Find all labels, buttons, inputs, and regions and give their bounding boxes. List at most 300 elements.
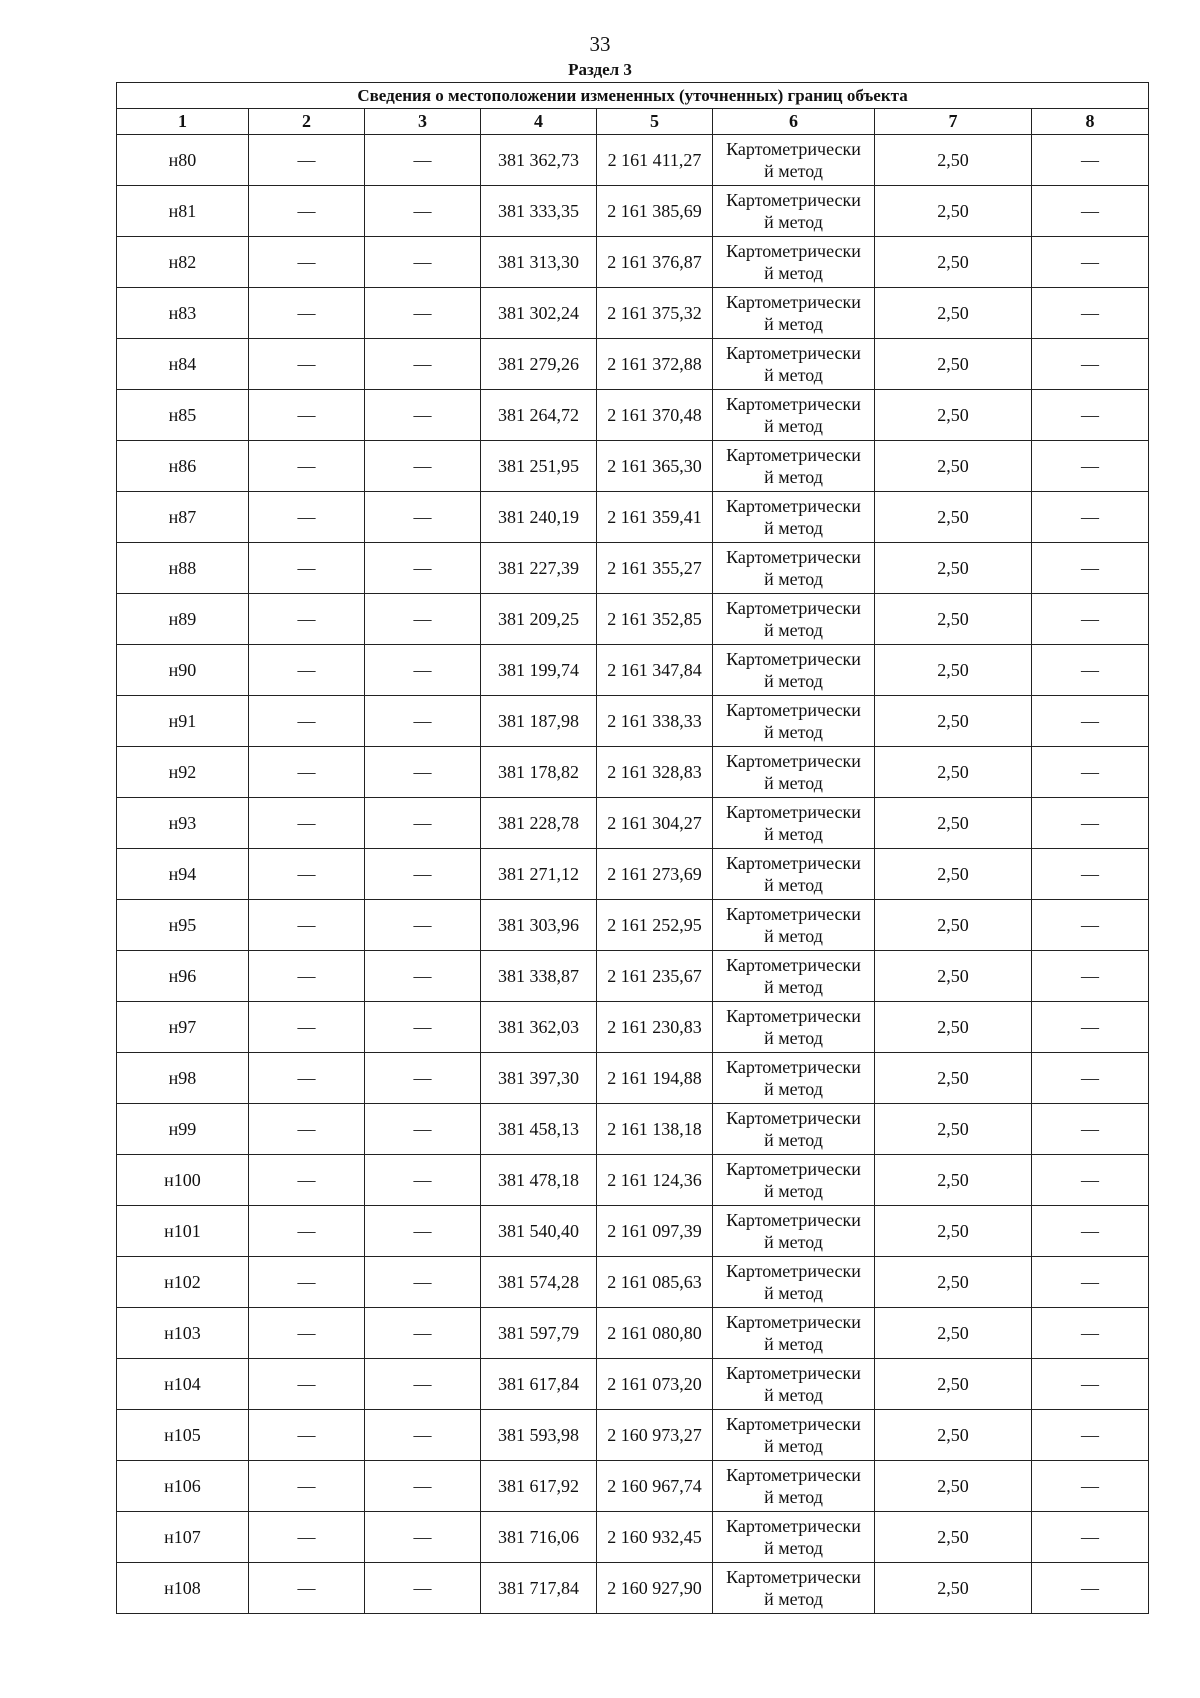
point-cell: н81 — [117, 186, 249, 237]
column-8-cell: — — [1032, 135, 1149, 186]
method-cell — [713, 1461, 875, 1512]
x-coordinate-cell: 381 227,39 — [481, 543, 597, 594]
table-row — [117, 1461, 1149, 1512]
x-coordinate-cell: 381 478,18 — [481, 1155, 597, 1206]
point-cell: н88 — [117, 543, 249, 594]
method-text-line-1: Картометрически — [726, 598, 861, 618]
accuracy-cell: 2,50 — [875, 1410, 1032, 1461]
accuracy-cell: 2,50 — [875, 288, 1032, 339]
x-coordinate-cell: 381 302,24 — [481, 288, 597, 339]
column-2-cell: — — [249, 492, 365, 543]
column-3-cell: — — [365, 1257, 481, 1308]
x-coordinate-cell: 381 228,78 — [481, 798, 597, 849]
method-text-line-1: Картометрически — [726, 1567, 861, 1587]
point-cell: н92 — [117, 747, 249, 798]
column-2-cell: — — [249, 1461, 365, 1512]
method-text-line-2: й метод — [764, 671, 823, 691]
table-row — [117, 1410, 1149, 1461]
method-text-line-2: й метод — [764, 1079, 823, 1099]
boundary-coordinates-table — [116, 82, 1149, 1614]
y-coordinate-cell: 2 161 085,63 — [597, 1257, 713, 1308]
y-coordinate-cell: 2 161 359,41 — [597, 492, 713, 543]
y-coordinate-cell: 2 161 194,88 — [597, 1053, 713, 1104]
y-coordinate-cell: 2 161 138,18 — [597, 1104, 713, 1155]
column-2-cell: — — [249, 543, 365, 594]
method-text-line-2: й метод — [764, 722, 823, 742]
column-3-cell: — — [365, 390, 481, 441]
x-coordinate-cell: 381 458,13 — [481, 1104, 597, 1155]
accuracy-cell: 2,50 — [875, 696, 1032, 747]
table-row — [117, 1308, 1149, 1359]
column-2-cell: — — [249, 1359, 365, 1410]
method-text-line-1: Картометрически — [726, 1312, 861, 1332]
method-text-line-1: Картометрически — [726, 445, 861, 465]
column-2-cell: — — [249, 1410, 365, 1461]
point-cell: н94 — [117, 849, 249, 900]
point-cell: н103 — [117, 1308, 249, 1359]
column-8-cell: — — [1032, 798, 1149, 849]
method-text-line-1: Картометрически — [726, 1159, 861, 1179]
column-2-cell: — — [249, 390, 365, 441]
point-cell: н98 — [117, 1053, 249, 1104]
table-row — [117, 696, 1149, 747]
point-cell: н90 — [117, 645, 249, 696]
method-text-line-1: Картометрически — [726, 955, 861, 975]
accuracy-cell: 2,50 — [875, 951, 1032, 1002]
accuracy-cell: 2,50 — [875, 1104, 1032, 1155]
method-text-line-2: й метод — [764, 161, 823, 181]
x-coordinate-cell: 381 574,28 — [481, 1257, 597, 1308]
accuracy-cell: 2,50 — [875, 1002, 1032, 1053]
column-8-cell: — — [1032, 594, 1149, 645]
column-2-cell: — — [249, 1104, 365, 1155]
accuracy-cell: 2,50 — [875, 1359, 1032, 1410]
section-title: Раздел 3 — [568, 60, 632, 79]
y-coordinate-cell: 2 161 376,87 — [597, 237, 713, 288]
y-coordinate-cell: 2 160 973,27 — [597, 1410, 713, 1461]
y-coordinate-cell: 2 161 375,32 — [597, 288, 713, 339]
method-text-line-1: Картометрически — [726, 853, 861, 873]
column-2-cell: — — [249, 1257, 365, 1308]
point-cell: н102 — [117, 1257, 249, 1308]
column-2-cell: — — [249, 798, 365, 849]
method-cell — [713, 237, 875, 288]
table-row — [117, 1359, 1149, 1410]
accuracy-cell: 2,50 — [875, 237, 1032, 288]
table-row — [117, 543, 1149, 594]
method-cell — [713, 1359, 875, 1410]
table-row — [117, 1002, 1149, 1053]
column-3-cell: — — [365, 594, 481, 645]
x-coordinate-cell: 381 716,06 — [481, 1512, 597, 1563]
column-number: 7 — [875, 109, 1032, 135]
x-coordinate-cell: 381 362,73 — [481, 135, 597, 186]
table-row — [117, 1155, 1149, 1206]
accuracy-cell: 2,50 — [875, 1512, 1032, 1563]
table-row — [117, 900, 1149, 951]
accuracy-cell: 2,50 — [875, 1308, 1032, 1359]
column-3-cell: — — [365, 849, 481, 900]
column-8-cell: — — [1032, 1155, 1149, 1206]
method-text-line-2: й метод — [764, 1181, 823, 1201]
column-2-cell: — — [249, 696, 365, 747]
y-coordinate-cell: 2 161 347,84 — [597, 645, 713, 696]
method-text-line-2: й метод — [764, 1232, 823, 1252]
column-8-cell: — — [1032, 339, 1149, 390]
x-coordinate-cell: 381 271,12 — [481, 849, 597, 900]
accuracy-cell: 2,50 — [875, 441, 1032, 492]
table-row — [117, 390, 1149, 441]
column-3-cell: — — [365, 900, 481, 951]
column-2-cell: — — [249, 1563, 365, 1614]
x-coordinate-cell: 381 264,72 — [481, 390, 597, 441]
column-2-cell: — — [249, 1155, 365, 1206]
column-2-cell: — — [249, 1308, 365, 1359]
column-3-cell: — — [365, 1053, 481, 1104]
column-8-cell: — — [1032, 492, 1149, 543]
column-3-cell: — — [365, 1002, 481, 1053]
accuracy-cell: 2,50 — [875, 798, 1032, 849]
column-3-cell: — — [365, 339, 481, 390]
y-coordinate-cell: 2 161 370,48 — [597, 390, 713, 441]
column-3-cell: — — [365, 1308, 481, 1359]
column-2-cell: — — [249, 135, 365, 186]
column-8-cell: — — [1032, 1104, 1149, 1155]
y-coordinate-cell: 2 161 372,88 — [597, 339, 713, 390]
accuracy-cell: 2,50 — [875, 1155, 1032, 1206]
column-8-cell: — — [1032, 1002, 1149, 1053]
column-8-cell: — — [1032, 1461, 1149, 1512]
column-3-cell: — — [365, 1410, 481, 1461]
accuracy-cell: 2,50 — [875, 849, 1032, 900]
column-8-cell: — — [1032, 951, 1149, 1002]
column-number-row — [117, 109, 1149, 135]
accuracy-cell: 2,50 — [875, 594, 1032, 645]
column-3-cell: — — [365, 135, 481, 186]
column-2-cell: — — [249, 1206, 365, 1257]
x-coordinate-cell: 381 617,84 — [481, 1359, 597, 1410]
method-text-line-1: Картометрически — [726, 496, 861, 516]
x-coordinate-cell: 381 338,87 — [481, 951, 597, 1002]
accuracy-cell: 2,50 — [875, 390, 1032, 441]
column-8-cell: — — [1032, 1512, 1149, 1563]
point-cell: н91 — [117, 696, 249, 747]
column-3-cell: — — [365, 288, 481, 339]
method-cell — [713, 1257, 875, 1308]
point-cell: н108 — [117, 1563, 249, 1614]
point-cell: н106 — [117, 1461, 249, 1512]
column-8-cell: — — [1032, 747, 1149, 798]
point-cell: н100 — [117, 1155, 249, 1206]
method-text-line-2: й метод — [764, 1487, 823, 1507]
column-8-cell: — — [1032, 900, 1149, 951]
accuracy-cell: 2,50 — [875, 1053, 1032, 1104]
method-cell — [713, 849, 875, 900]
column-number: 2 — [249, 109, 365, 135]
method-text-line-2: й метод — [764, 773, 823, 793]
column-number: 8 — [1032, 109, 1149, 135]
method-cell — [713, 900, 875, 951]
column-2-cell: — — [249, 594, 365, 645]
method-text-line-1: Картометрически — [726, 649, 861, 669]
column-8-cell: — — [1032, 543, 1149, 594]
column-8-cell: — — [1032, 1053, 1149, 1104]
method-text-line-2: й метод — [764, 620, 823, 640]
method-text-line-1: Картометрически — [726, 394, 861, 414]
y-coordinate-cell: 2 161 385,69 — [597, 186, 713, 237]
x-coordinate-cell: 381 617,92 — [481, 1461, 597, 1512]
method-text-line-2: й метод — [764, 1130, 823, 1150]
method-text-line-1: Картометрически — [726, 241, 861, 261]
x-coordinate-cell: 381 717,84 — [481, 1563, 597, 1614]
point-cell: н84 — [117, 339, 249, 390]
column-8-cell: — — [1032, 441, 1149, 492]
y-coordinate-cell: 2 161 073,20 — [597, 1359, 713, 1410]
point-cell: н89 — [117, 594, 249, 645]
column-2-cell: — — [249, 747, 365, 798]
point-cell: н105 — [117, 1410, 249, 1461]
column-8-cell: — — [1032, 1206, 1149, 1257]
table-row — [117, 798, 1149, 849]
method-cell — [713, 543, 875, 594]
method-cell — [713, 1155, 875, 1206]
method-cell — [713, 339, 875, 390]
x-coordinate-cell: 381 251,95 — [481, 441, 597, 492]
method-text-line-2: й метод — [764, 1028, 823, 1048]
table-row — [117, 135, 1149, 186]
method-text-line-1: Картометрически — [726, 700, 861, 720]
point-cell: н86 — [117, 441, 249, 492]
column-2-cell: — — [249, 900, 365, 951]
method-text-line-2: й метод — [764, 314, 823, 334]
table-row — [117, 1512, 1149, 1563]
method-text-line-2: й метод — [764, 1385, 823, 1405]
table-row — [117, 492, 1149, 543]
point-cell: н101 — [117, 1206, 249, 1257]
column-8-cell: — — [1032, 1563, 1149, 1614]
table-row — [117, 1563, 1149, 1614]
column-number: 6 — [713, 109, 875, 135]
method-cell — [713, 1512, 875, 1563]
column-3-cell: — — [365, 1104, 481, 1155]
page-number: 33 — [589, 32, 611, 56]
y-coordinate-cell: 2 161 352,85 — [597, 594, 713, 645]
x-coordinate-cell: 381 397,30 — [481, 1053, 597, 1104]
method-text-line-2: й метод — [764, 875, 823, 895]
method-text-line-1: Картометрически — [726, 547, 861, 567]
column-8-cell: — — [1032, 390, 1149, 441]
x-coordinate-cell: 381 240,19 — [481, 492, 597, 543]
method-cell — [713, 1410, 875, 1461]
method-text-line-2: й метод — [764, 977, 823, 997]
y-coordinate-cell: 2 161 235,67 — [597, 951, 713, 1002]
point-cell: н82 — [117, 237, 249, 288]
column-8-cell: — — [1032, 186, 1149, 237]
column-2-cell: — — [249, 1512, 365, 1563]
column-8-cell: — — [1032, 1257, 1149, 1308]
column-8-cell: — — [1032, 1308, 1149, 1359]
y-coordinate-cell: 2 161 080,80 — [597, 1308, 713, 1359]
method-text-line-2: й метод — [764, 518, 823, 538]
column-2-cell: — — [249, 1053, 365, 1104]
column-8-cell: — — [1032, 288, 1149, 339]
column-3-cell: — — [365, 441, 481, 492]
y-coordinate-cell: 2 161 365,30 — [597, 441, 713, 492]
method-text-line-1: Картометрически — [726, 343, 861, 363]
table-row — [117, 186, 1149, 237]
method-cell — [713, 1053, 875, 1104]
method-text-line-2: й метод — [764, 1436, 823, 1456]
method-cell — [713, 1563, 875, 1614]
x-coordinate-cell: 381 209,25 — [481, 594, 597, 645]
x-coordinate-cell: 381 540,40 — [481, 1206, 597, 1257]
x-coordinate-cell: 381 303,96 — [481, 900, 597, 951]
table-row — [117, 1206, 1149, 1257]
method-text-line-2: й метод — [764, 365, 823, 385]
point-cell: н93 — [117, 798, 249, 849]
x-coordinate-cell: 381 333,35 — [481, 186, 597, 237]
column-2-cell: — — [249, 849, 365, 900]
column-2-cell: — — [249, 1002, 365, 1053]
method-cell — [713, 288, 875, 339]
method-cell — [713, 696, 875, 747]
method-cell — [713, 951, 875, 1002]
y-coordinate-cell: 2 161 304,27 — [597, 798, 713, 849]
method-text-line-1: Картометрически — [726, 292, 861, 312]
x-coordinate-cell: 381 187,98 — [481, 696, 597, 747]
method-cell — [713, 798, 875, 849]
method-text-line-1: Картометрически — [726, 139, 861, 159]
column-3-cell: — — [365, 645, 481, 696]
table-row — [117, 645, 1149, 696]
method-text-line-1: Картометрически — [726, 1516, 861, 1536]
table-row — [117, 339, 1149, 390]
x-coordinate-cell: 381 593,98 — [481, 1410, 597, 1461]
column-number: 4 — [481, 109, 597, 135]
table-body — [117, 135, 1149, 1614]
x-coordinate-cell: 381 178,82 — [481, 747, 597, 798]
column-2-cell: — — [249, 645, 365, 696]
point-cell: н107 — [117, 1512, 249, 1563]
table-row — [117, 951, 1149, 1002]
x-coordinate-cell: 381 199,74 — [481, 645, 597, 696]
accuracy-cell: 2,50 — [875, 747, 1032, 798]
method-text-line-1: Картометрически — [726, 190, 861, 210]
table-row — [117, 288, 1149, 339]
accuracy-cell: 2,50 — [875, 339, 1032, 390]
method-cell — [713, 1002, 875, 1053]
method-cell — [713, 1104, 875, 1155]
x-coordinate-cell: 381 313,30 — [481, 237, 597, 288]
accuracy-cell: 2,50 — [875, 135, 1032, 186]
point-cell: н96 — [117, 951, 249, 1002]
method-text-line-1: Картометрически — [726, 1057, 861, 1077]
method-cell — [713, 390, 875, 441]
accuracy-cell: 2,50 — [875, 1461, 1032, 1512]
column-2-cell: — — [249, 951, 365, 1002]
method-text-line-1: Картометрически — [726, 1210, 861, 1230]
column-3-cell: — — [365, 747, 481, 798]
point-cell: н83 — [117, 288, 249, 339]
column-8-cell: — — [1032, 1410, 1149, 1461]
method-text-line-2: й метод — [764, 467, 823, 487]
y-coordinate-cell: 2 161 230,83 — [597, 1002, 713, 1053]
method-cell — [713, 1308, 875, 1359]
y-coordinate-cell: 2 161 097,39 — [597, 1206, 713, 1257]
method-text-line-1: Картометрически — [726, 1363, 861, 1383]
column-2-cell: — — [249, 186, 365, 237]
accuracy-cell: 2,50 — [875, 900, 1032, 951]
method-text-line-1: Картометрически — [726, 1465, 861, 1485]
column-number: 1 — [117, 109, 249, 135]
method-text-line-1: Картометрически — [726, 904, 861, 924]
column-2-cell: — — [249, 441, 365, 492]
column-3-cell: — — [365, 1359, 481, 1410]
method-cell — [713, 186, 875, 237]
point-cell: н99 — [117, 1104, 249, 1155]
table-row — [117, 237, 1149, 288]
x-coordinate-cell: 381 597,79 — [481, 1308, 597, 1359]
method-text-line-2: й метод — [764, 1334, 823, 1354]
method-text-line-2: й метод — [764, 1589, 823, 1609]
column-8-cell: — — [1032, 237, 1149, 288]
method-text-line-1: Картометрически — [726, 802, 861, 822]
column-3-cell: — — [365, 543, 481, 594]
method-text-line-2: й метод — [764, 1538, 823, 1558]
y-coordinate-cell: 2 161 355,27 — [597, 543, 713, 594]
method-cell — [713, 492, 875, 543]
table-row — [117, 849, 1149, 900]
column-3-cell: — — [365, 951, 481, 1002]
method-cell — [713, 135, 875, 186]
y-coordinate-cell: 2 161 328,83 — [597, 747, 713, 798]
table-caption: Сведения о местоположении измененных (уточненных) границ объекта — [117, 83, 1149, 109]
point-cell: н87 — [117, 492, 249, 543]
point-cell: н97 — [117, 1002, 249, 1053]
accuracy-cell: 2,50 — [875, 645, 1032, 696]
method-text-line-1: Картометрически — [726, 751, 861, 771]
accuracy-cell: 2,50 — [875, 492, 1032, 543]
column-3-cell: — — [365, 1563, 481, 1614]
y-coordinate-cell: 2 161 252,95 — [597, 900, 713, 951]
method-text-line-2: й метод — [764, 416, 823, 436]
table-row — [117, 594, 1149, 645]
column-8-cell: — — [1032, 1359, 1149, 1410]
column-3-cell: — — [365, 1206, 481, 1257]
method-text-line-2: й метод — [764, 926, 823, 946]
method-text-line-1: Картометрически — [726, 1006, 861, 1026]
method-cell — [713, 645, 875, 696]
column-3-cell: — — [365, 186, 481, 237]
y-coordinate-cell: 2 161 124,36 — [597, 1155, 713, 1206]
accuracy-cell: 2,50 — [875, 1257, 1032, 1308]
y-coordinate-cell: 2 160 932,45 — [597, 1512, 713, 1563]
point-cell: н95 — [117, 900, 249, 951]
y-coordinate-cell: 2 161 338,33 — [597, 696, 713, 747]
y-coordinate-cell: 2 160 927,90 — [597, 1563, 713, 1614]
column-3-cell: — — [365, 492, 481, 543]
table-row — [117, 1053, 1149, 1104]
point-cell: н80 — [117, 135, 249, 186]
y-coordinate-cell: 2 161 273,69 — [597, 849, 713, 900]
method-cell — [713, 594, 875, 645]
column-3-cell: — — [365, 696, 481, 747]
method-text-line-1: Картометрически — [726, 1108, 861, 1128]
x-coordinate-cell: 381 362,03 — [481, 1002, 597, 1053]
method-text-line-2: й метод — [764, 824, 823, 844]
column-8-cell: — — [1032, 645, 1149, 696]
column-3-cell: — — [365, 798, 481, 849]
